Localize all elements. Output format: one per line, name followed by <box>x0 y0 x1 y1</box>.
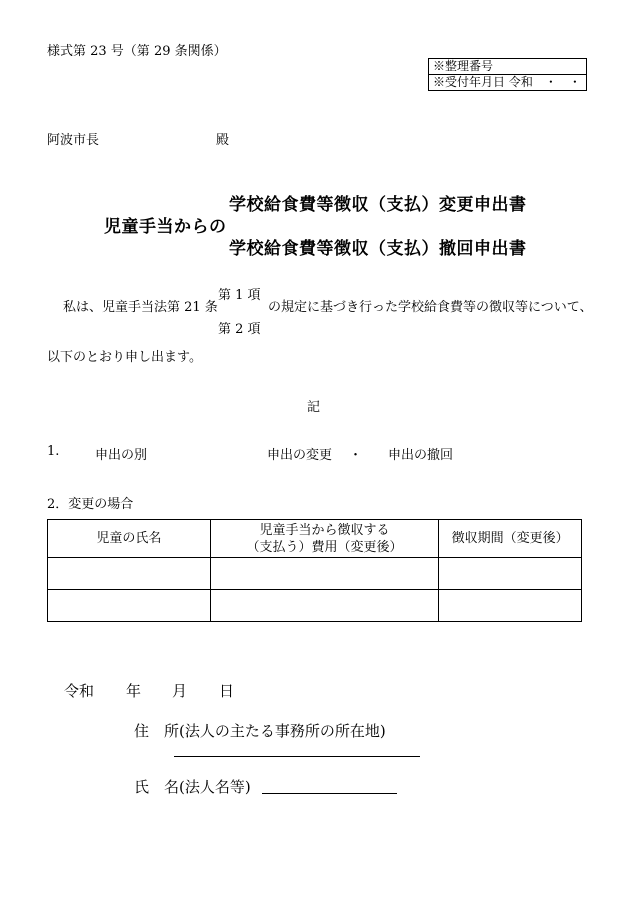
addressee-mayor: 阿波市長 <box>47 133 100 148</box>
period-cell[interactable] <box>439 590 582 622</box>
name-field-line[interactable] <box>262 793 397 794</box>
control-number-field[interactable]: ※整理番号 <box>429 59 587 75</box>
table-row <box>48 558 582 590</box>
registration-box <box>428 58 587 91</box>
ki-heading: 記 <box>307 400 321 415</box>
title-line-withdraw: 学校給食費等徴収（支払）撤回申出書 <box>229 239 527 259</box>
period-cell[interactable] <box>439 558 582 590</box>
item2-label: 2．変更の場合 <box>47 497 134 512</box>
address-label: 住 所(法人の主たる事務所の所在地) <box>134 722 386 740</box>
item1-label: 申出の別 <box>95 448 148 463</box>
form-number: 様式第 23 号（第 29 条関係） <box>47 44 227 59</box>
child-name-cell[interactable] <box>48 590 211 622</box>
date-era: 令和 <box>64 682 95 700</box>
table-header-row <box>48 520 582 558</box>
change-details-table <box>47 519 582 622</box>
header-child-name: 児童の氏名 <box>48 520 211 558</box>
child-name-cell[interactable] <box>48 558 211 590</box>
received-date-field[interactable]: ※受付年月日 令和 ・ ・ <box>429 75 587 91</box>
date-month[interactable]: 月 <box>172 682 188 700</box>
paragraph-1-option[interactable]: 第 1 項 <box>218 288 261 303</box>
header-fee <box>210 520 439 558</box>
option-withdraw[interactable]: 申出の撤回 <box>388 448 454 463</box>
body-lead: 私は、児童手当法第 21 条 <box>63 300 218 315</box>
option-separator: ・ <box>349 448 363 463</box>
paragraph-2-option[interactable]: 第 2 項 <box>218 322 261 337</box>
fee-cell[interactable] <box>210 558 439 590</box>
table-row <box>48 590 582 622</box>
addressee-honorific: 殿 <box>216 133 230 148</box>
title-line-change: 学校給食費等徴収（支払）変更申出書 <box>229 195 527 215</box>
header-period: 徴収期間（変更後） <box>439 520 582 558</box>
date-year[interactable]: 年 <box>126 682 142 700</box>
fee-cell[interactable] <box>210 590 439 622</box>
body-line2: 以下のとおり申し出ます。 <box>47 350 202 365</box>
header-fee-line1: 児童手当から徴収する <box>259 522 390 538</box>
name-label: 氏 名(法人名等) <box>134 778 251 796</box>
option-change[interactable]: 申出の変更 <box>267 448 333 463</box>
title-prefix: 児童手当からの <box>104 217 227 237</box>
body-rest: の規定に基づき行った学校給食費等の徴収等について、 <box>268 300 593 315</box>
header-fee-line2: （支払う）費用（変更後） <box>246 539 403 555</box>
item1-number: 1. <box>47 444 60 459</box>
address-field-line[interactable] <box>174 756 420 757</box>
date-day[interactable]: 日 <box>219 682 235 700</box>
